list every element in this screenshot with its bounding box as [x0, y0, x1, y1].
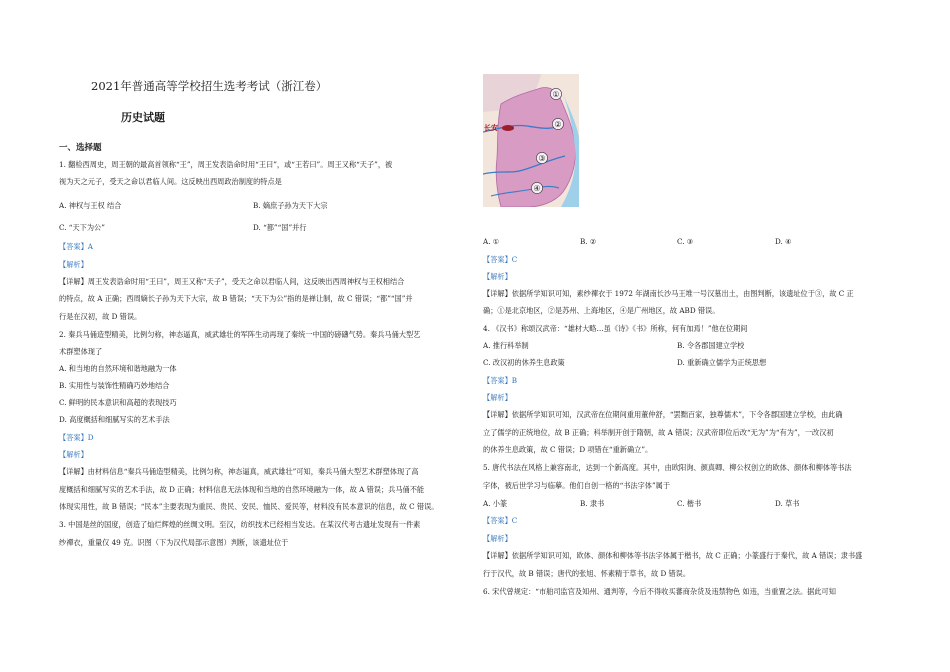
q5-option-a: A. 小篆: [483, 499, 508, 508]
page-title: 2021年普通高等学校招生选考考试（浙江卷）: [91, 79, 328, 93]
q1-detail-line1: 【详解】周王发表诰命时用“王曰”，周王又称“天子”，受天之命以君临人间，这反映出西周神权与王权相结合: [59, 277, 405, 286]
q5-answer: 【答案】C: [483, 516, 518, 525]
q5-detail-line1: 【详解】依据所学知识可知，欧体、颜体和柳体等书法字体属于楷书，故 C 正确；小篆盛行于秦代，故 A 错误；隶书盛: [483, 551, 863, 560]
q3-option-d: D. ④: [775, 237, 792, 246]
q3-detail-line2: 确；①是北京地区，②是苏州、上海地区，④是广州地区，故 ABD 错误。: [483, 306, 720, 315]
q3-option-c: C. ③: [677, 237, 694, 246]
map-label-changan: 长安: [484, 124, 498, 132]
han-dynasty-map: [483, 74, 579, 207]
q2-answer: 【答案】D: [59, 433, 94, 442]
q4-detail-line1: 【详解】依据所学知识可知，汉武帝在位期间重用董仲舒，“罢黜百家，独尊儒术”，下令各郡国建立学校，由此确: [483, 410, 843, 419]
q3-option-a: A. ①: [483, 237, 500, 246]
page-subtitle: 历史试题: [121, 111, 165, 124]
q5-stem-line2: 字体，被后世学习与临摹。他们自创一格的“书法字体”属于: [483, 481, 671, 490]
q1-detail-line3: 行是在汉初，故 D 错误。: [59, 312, 142, 321]
q3-detail-line1: 【详解】依据所学知识可知，素纱襌衣于 1972 年湖南长沙马王堆一号汉墓出土，由图判断，该遗址位于③，故 C 正: [483, 289, 854, 298]
q3-stem-line1: 3. 中国是丝的国度，创造了灿烂辉煌的丝绸文明。至汉，纺织技术已经相当发达。在某汉代考古遗址发现有一件素: [59, 520, 421, 529]
q2-stem-line1: 2. 秦兵马俑造型精美，比例匀称，神态逼真，威武雄壮的军阵生动再现了秦统一中国的磅礴气势。秦兵马俑大型艺: [59, 330, 421, 339]
q1-analysis-label: 【解析】: [59, 260, 88, 269]
q4-detail-line3: 的休养生息政策，故 C 错误；D 项错在“重新确立”。: [483, 445, 653, 454]
q4-option-d: D. 重新确立儒学为正统思想: [677, 358, 767, 367]
q5-option-d: D. 草书: [775, 499, 800, 508]
q2-stem-line2: 术群塑体现了: [59, 347, 103, 356]
q2-option-d: D. 高度概括和细腻写实的艺术手法: [59, 415, 170, 424]
q1-stem-line1: 1. 翻检西周史，周王朝的最高首领称“王”，周王发表诰命时用“王曰”，或“王若曰”。周王又称“天子”，被: [59, 160, 393, 169]
q1-answer: 【答案】A: [59, 242, 93, 251]
q5-option-c: C. 楷书: [677, 499, 702, 508]
q2-option-a: A. 和当地的自然环境和谐地融为一体: [59, 364, 177, 373]
q2-detail-line1: 【详解】由材料信息“秦兵马俑造型精美，比例匀称，神态逼真，威武雄壮”可知，秦兵马俑大型艺术群塑体现了高: [59, 467, 419, 476]
q5-stem-line1: 5. 唐代书法在风格上兼容南北，达到一个新高度。其中，由欧阳询、颜真卿、柳公权创立的欧体、颜体和柳体等书法: [483, 463, 852, 472]
q3-stem-line2: 纱襌衣，重量仅 49 克。识图（下为汉代局部示意图）判断，该遗址位于: [59, 538, 289, 547]
map-label-4: ④: [533, 184, 541, 193]
map-label-1: ①: [552, 90, 560, 99]
q4-option-c: C. 改汉初的休养生息政策: [483, 358, 565, 367]
q1-option-c: C. “天下为公”: [59, 223, 105, 232]
q2-option-b: B. 实用性与装饰性精确巧妙地结合: [59, 381, 170, 390]
q1-detail-line2: 的特点，故 A 正确；西周嫡长子孙为天下大宗，故 B 错误；“天下为公”指的是禅让制，故 C 错误；“都”“国”并: [59, 294, 413, 303]
q3-answer: 【答案】C: [483, 255, 518, 264]
map-label-3: ③: [538, 154, 546, 163]
q2-analysis-label: 【解析】: [59, 450, 88, 459]
q2-detail-line2: 度概括和细腻写实的艺术手法，故 D 正确；材料信息无法体现和当地的自然环境融为一体，故 A 错误；兵马俑不能: [59, 485, 425, 494]
q4-detail-line2: 立了儒学的正统地位，故 B 正确；科举制开创于隋朝，故 A 错误；汉武帝即位后改“无为”为“有为”，一改汉初: [483, 428, 834, 437]
q5-analysis-label: 【解析】: [483, 534, 512, 543]
q6-stem-line1: 6. 宋代曾规定：“市舶司监官及知州、通判等，今后不得收买蕃商杂货及违禁物色 如违，当重置之法。据此可知: [483, 587, 836, 596]
q1-option-b: B. 嫡庶子孙为天下大宗: [253, 201, 328, 210]
section-heading: 一、选择题: [59, 143, 102, 153]
q1-stem-line2: 视为天之元子，受天之命以君临人间。这反映出西周政治制度的特点是: [59, 177, 282, 186]
q1-option-a: A. 神权与王权 结合: [59, 201, 122, 210]
q4-option-b: B. 令各郡国建立学校: [677, 341, 745, 350]
map-changan-marker: [502, 125, 514, 131]
q5-detail-line2: 行于汉代，故 B 错误；唐代的张旭、怀素精于草书，故 D 错误。: [483, 569, 691, 578]
q5-option-b: B. 隶书: [580, 499, 605, 508]
q1-option-d: D. “都”“国”并行: [253, 223, 307, 232]
map-label-2: ②: [554, 120, 562, 129]
q4-analysis-label: 【解析】: [483, 393, 512, 402]
q2-detail-line3: 体现实用性，故 B 错误；“民本”主要表现为重民、贵民、安民、恤民、爱民等，材料没有民本意识的信息，故 C 错误。: [59, 502, 439, 511]
q3-option-b: B. ②: [580, 237, 597, 246]
q4-option-a: A. 推行科举制: [483, 341, 529, 350]
q3-analysis-label: 【解析】: [483, 272, 512, 281]
q2-option-c: C. 鲜明的民本意识和高超的表现技巧: [59, 398, 177, 407]
q4-stem: 4. 《汉书》称颂汉武帝：“雄材大略…虽《诗》《书》所称，何有加焉！”他在位期间: [483, 324, 748, 333]
q4-answer: 【答案】B: [483, 376, 518, 385]
